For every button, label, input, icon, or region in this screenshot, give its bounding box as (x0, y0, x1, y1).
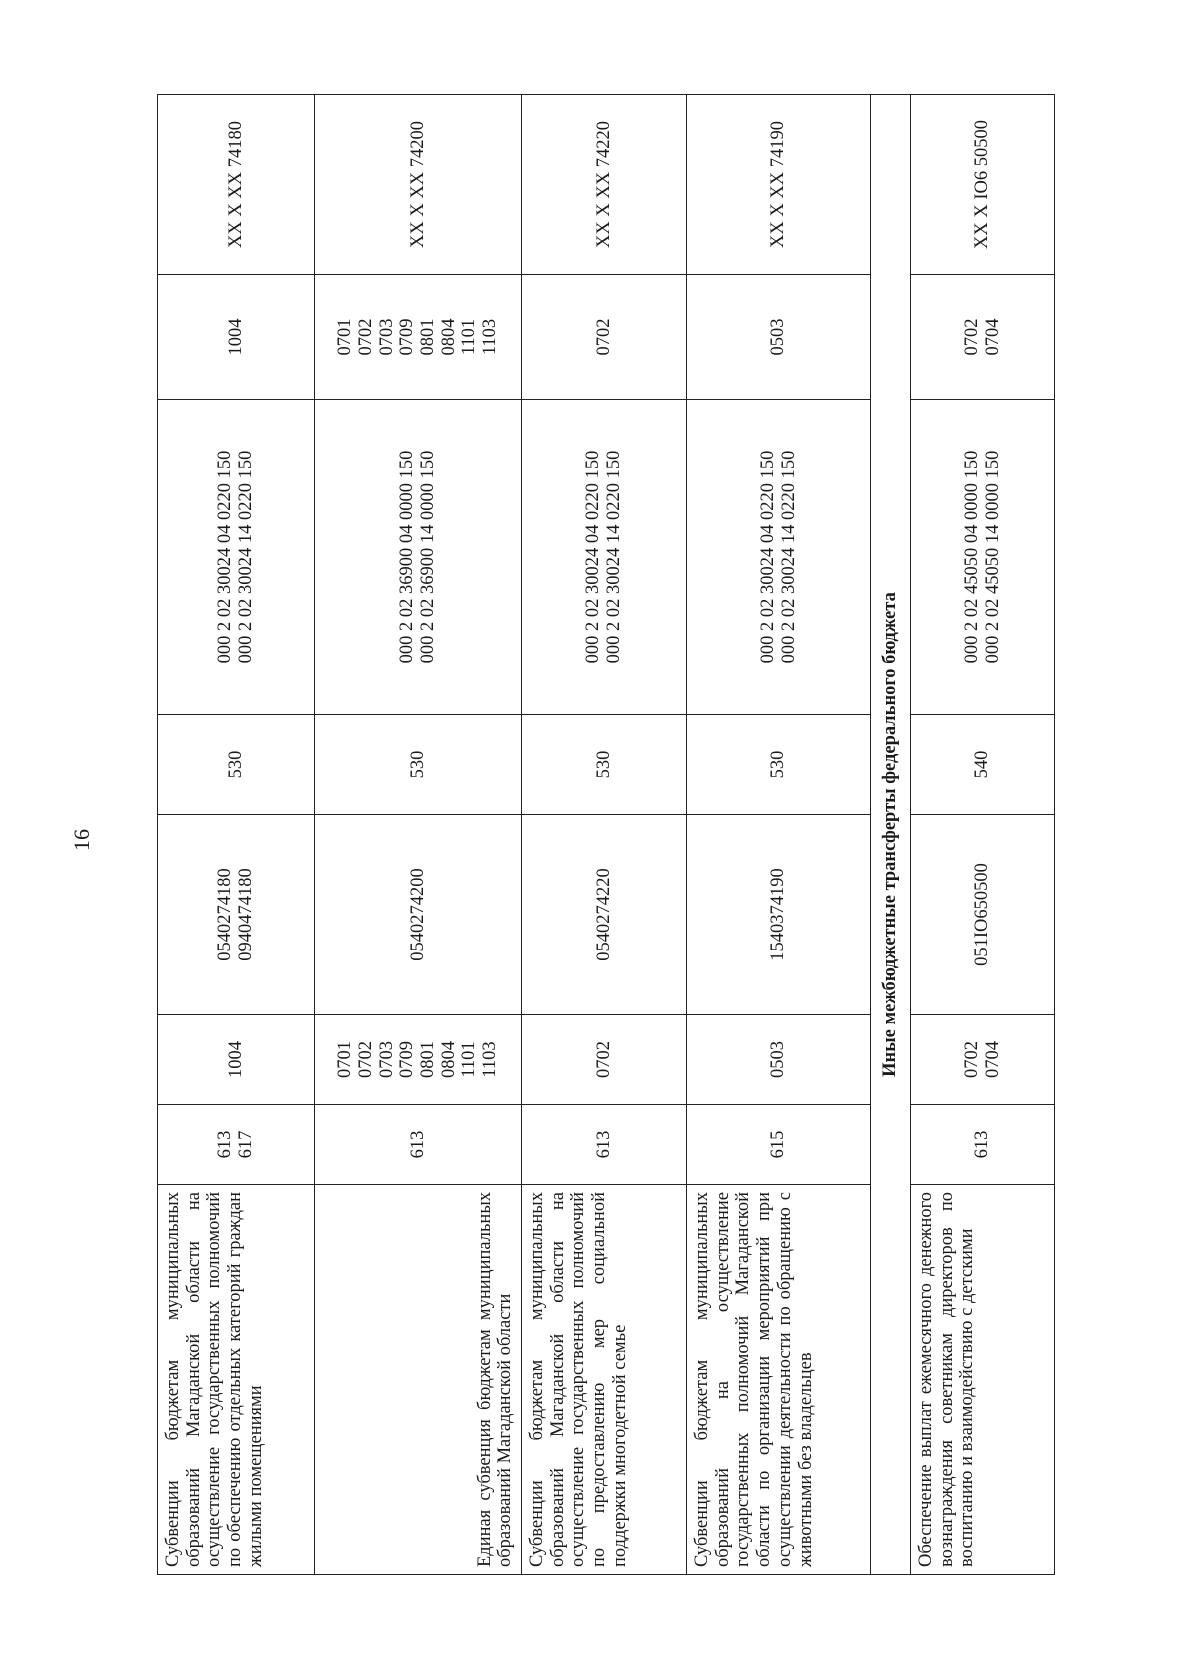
cell-line: 1004 (225, 318, 246, 356)
cell-line: 0701 (335, 1041, 356, 1078)
rzpr2-cell (315, 275, 522, 400)
cell-line: 0804 (438, 1041, 459, 1078)
cell-line: 000 2 02 30024 04 0220 150 (215, 450, 236, 664)
type-cell: 530 (315, 715, 522, 815)
table-row (522, 95, 687, 1575)
section-title: Иные межбюджетные трансферты федерального бюджета (871, 95, 911, 1575)
code-cell: XX X IO6 50500 (911, 95, 1055, 275)
csr-cell (158, 815, 315, 1015)
page-number: 16 (69, 829, 94, 851)
cell-line: 000 2 02 36900 04 0000 150 (397, 450, 418, 664)
cell-line: 617 (236, 1130, 256, 1159)
kvr-cell (911, 1105, 1055, 1185)
kbk-cell (522, 400, 687, 715)
rzpr2-cell (911, 275, 1055, 400)
cell-line: 0540274200 (407, 868, 428, 961)
table-body (158, 95, 1055, 1575)
cell-line: 0801 (418, 1041, 438, 1078)
cell-line: 0701 (335, 318, 356, 356)
row-name-cell: Единая субвенция бюджетам муниципальных образований Магаданской области (315, 1185, 522, 1575)
cell-line: 1540374190 (768, 868, 789, 961)
cell-line: 0709 (397, 318, 418, 356)
csr-cell (522, 815, 687, 1015)
rzpr-cell (315, 1015, 522, 1105)
cell-line: 1101 (459, 1041, 480, 1078)
cell-line: 0704 (982, 1041, 1003, 1078)
cell-line: 0540274180 (215, 868, 236, 961)
cell-line: 0704 (982, 318, 1003, 356)
rzpr2-cell (158, 275, 315, 400)
cell-line: 1004 (225, 1041, 246, 1078)
kvr-cell (158, 1105, 315, 1185)
cell-line: 0503 (768, 1041, 789, 1078)
cell-line: 000 2 02 30024 04 0220 150 (757, 450, 778, 664)
cell-line: 0702 (961, 318, 982, 356)
cell-line: 613 (215, 1130, 236, 1159)
csr-cell (315, 815, 522, 1015)
section-row (871, 95, 911, 1575)
cell-line: 000 2 02 30024 14 0220 150 (236, 450, 256, 664)
cell-line: 1103 (480, 318, 501, 356)
cell-line: 000 2 02 45050 14 0000 150 (982, 450, 1003, 664)
table-row (158, 95, 315, 1575)
code-cell: XX X XX 74200 (315, 95, 522, 275)
kvr-cell (522, 1105, 687, 1185)
cell-line: 0540274220 (593, 868, 614, 961)
table-row (315, 95, 522, 1575)
csr-cell (687, 815, 871, 1015)
cell-line: 000 2 02 45050 04 0000 150 (961, 450, 982, 664)
cell-line: 0801 (418, 318, 438, 356)
table-row (687, 95, 871, 1575)
kbk-cell (158, 400, 315, 715)
type-cell: 540 (911, 715, 1055, 815)
csr-cell (911, 815, 1055, 1015)
cell-line: 0940474180 (236, 868, 256, 961)
cell-line: 000 2 02 36900 14 0000 150 (418, 450, 438, 664)
cell-line: 1103 (480, 1041, 501, 1078)
rzpr-cell (911, 1015, 1055, 1105)
cell-line: 615 (768, 1130, 789, 1159)
code-cell: XX X XX 74220 (522, 95, 687, 275)
table-row (911, 95, 1055, 1575)
row-name-cell: Обеспечение выплат ежемесячного денежного вознаграждения советникам директоров по воспитанию и взаимодействию с детскими (911, 1185, 1055, 1575)
table-wrapper (157, 95, 1054, 1575)
cell-line: 0703 (376, 1041, 397, 1078)
code-cell: XX X XX 74190 (687, 95, 871, 275)
kbk-cell (687, 400, 871, 715)
code-cell: XX X XX 74180 (158, 95, 315, 275)
rzpr-cell (522, 1015, 687, 1105)
cell-line: 0702 (593, 318, 614, 356)
cell-line: 0709 (397, 1041, 418, 1078)
cell-line: 0702 (593, 1041, 614, 1078)
cell-line: 0702 (961, 1041, 982, 1078)
cell-line: 0503 (768, 318, 789, 356)
type-cell: 530 (158, 715, 315, 815)
row-name-cell: Субвенции бюджетам муниципальных образований Магаданской области на осуществление государственных полномочий по предоставлению мер социальной поддержки многодетной семье (522, 1185, 687, 1575)
rzpr-cell (158, 1015, 315, 1105)
cell-line: 613 (593, 1130, 614, 1159)
rzpr2-cell (687, 275, 871, 400)
cell-line: 613 (407, 1130, 428, 1159)
budget-table (157, 94, 1055, 1575)
kbk-cell (315, 400, 522, 715)
kvr-cell (315, 1105, 522, 1185)
cell-line: 0703 (376, 318, 397, 356)
cell-line: 613 (972, 1130, 993, 1159)
type-cell: 530 (522, 715, 687, 815)
cell-line: 000 2 02 30024 14 0220 150 (778, 450, 799, 664)
cell-line: 000 2 02 30024 04 0220 150 (583, 450, 604, 664)
row-name-cell: Субвенции бюджетам муниципальных образований на осуществление государственных полномочий Магаданской области по организации мероприятий при осуществлении деятельности по обращению с животными без владельцев (687, 1185, 871, 1575)
cell-line: 0804 (438, 318, 459, 356)
kvr-cell (687, 1105, 871, 1185)
cell-line: 0702 (355, 318, 376, 356)
cell-line: 000 2 02 30024 14 0220 150 (604, 450, 624, 664)
type-cell: 530 (687, 715, 871, 815)
cell-line: 1101 (459, 318, 480, 356)
rzpr-cell (687, 1015, 871, 1105)
rzpr2-cell (522, 275, 687, 400)
cell-line: 051IO650500 (972, 863, 993, 966)
row-name-cell: Субвенции бюджетам муниципальных образований Магаданской области на осуществление государственных полномочий по обеспечению отдельных категорий граждан жилыми помещениями (158, 1185, 315, 1575)
kbk-cell (911, 400, 1055, 715)
cell-line: 0702 (355, 1041, 376, 1078)
